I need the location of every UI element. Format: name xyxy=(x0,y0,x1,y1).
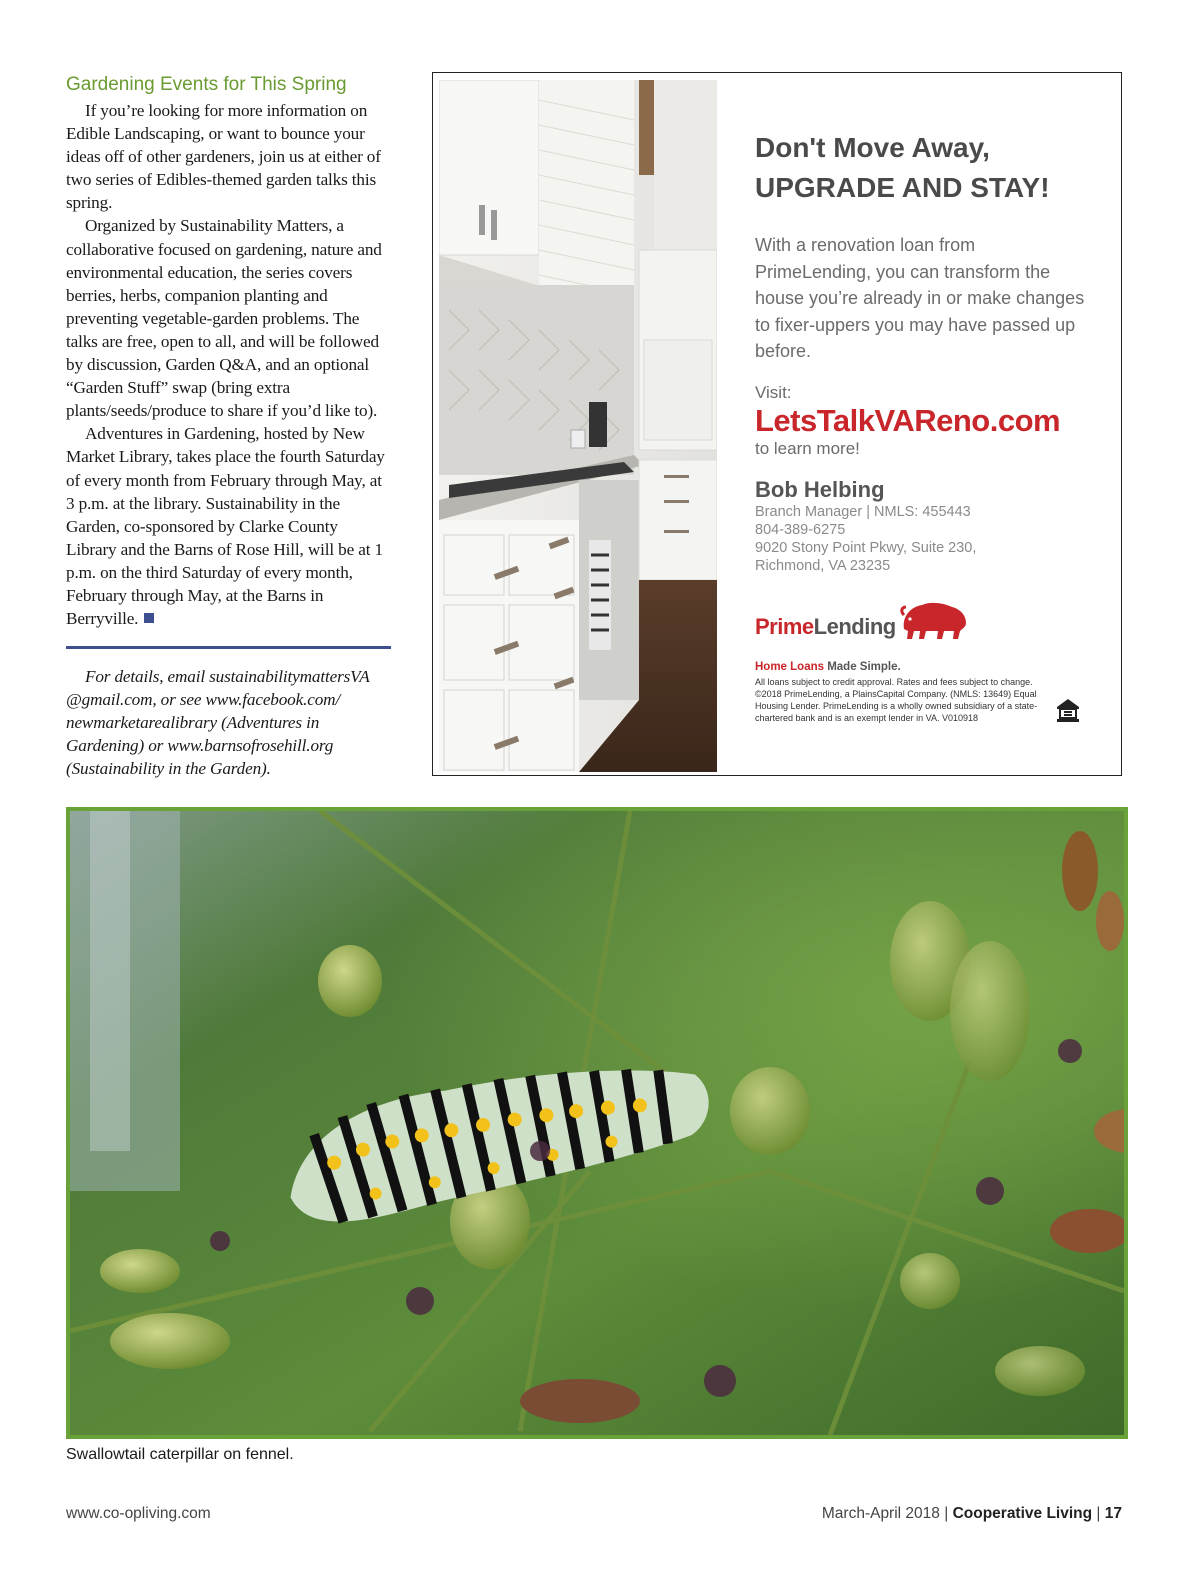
contact-phone: 804-389-6275 xyxy=(755,521,846,538)
footer-separator: | xyxy=(1096,1505,1101,1522)
article-paragraph-text: Adventures in Gardening, hosted by New Market Library, takes place the fourth Saturday of every month from February through May, at 3 p.m. at the library. Sustainability in the Garden, co-sponsored by Clarke County Library and the Barns of Rose Hill, will be at 1 p.m. on the third Saturday of every month, February through May, at the Barns in Berryville. xyxy=(66,424,385,629)
article-column xyxy=(66,72,391,630)
tagline-gray: Made Simple. xyxy=(824,660,901,673)
article-heading: Gardening Events for This Spring xyxy=(66,74,347,95)
buffalo-icon xyxy=(900,599,970,641)
details-note: For details, email sustainabilitymattersVA @gmail.com, or see www.facebook.com/ newmarketarealibrary (Adventures in Gardening) or www.barnsofrosehill.org (Sustainability in the Garden). xyxy=(66,667,370,779)
contact-address: 9020 Stony Point Pkwy, Suite 230, xyxy=(755,539,977,556)
section-divider xyxy=(66,646,391,649)
footer-website[interactable]: www.co-opliving.com xyxy=(66,1505,211,1522)
ad-visit-label: Visit: xyxy=(755,382,792,402)
contact-title: Branch Manager | NMLS: 455443 xyxy=(755,503,971,520)
end-mark-icon xyxy=(144,613,154,623)
logo-wordmark xyxy=(755,613,896,641)
primelending-logo xyxy=(755,599,1095,641)
ad-tagline xyxy=(755,661,1095,673)
article-paragraph xyxy=(66,422,391,630)
tagline-red: Home Loans xyxy=(755,660,825,673)
ad-copy xyxy=(755,128,1095,724)
article-paragraph: Organized by Sustainability Matters, a collaborative focused on gardening, nature and environmental education, the series covers berries, herbs, companion planting and preventing vegetable-garden problems. The talks are free, open to all, and will be followed by discussion, Garden Q&A, and an optional “Garden Stuff” swap (bring extra plants/seeds/produce to share if you’d like to). xyxy=(66,216,382,421)
caterpillar-image xyxy=(70,811,1124,1435)
ad-learn-more: to learn more! xyxy=(755,438,860,458)
ad-fine-print: All loans subject to credit approval. Rates and fees subject to change. ©2018 PrimeLending, a PlainsCapital Company. (NMLS: 13649) Equal Housing Lender. PrimeLending is a wholly owned subsidiary of a state-chartered bank and is an exempt lender in VA. V010918 xyxy=(755,676,1038,723)
equal-housing-lender-icon xyxy=(1055,697,1081,723)
page-number: 17 xyxy=(1104,1505,1122,1522)
caterpillar-photo xyxy=(66,807,1128,1439)
ad-headline-line: UPGRADE AND STAY! xyxy=(755,172,1050,203)
ad-url-link[interactable]: LetsTalkVAReno.com xyxy=(755,402,1061,438)
kitchen-photo xyxy=(439,80,717,772)
contact-name: Bob Helbing xyxy=(755,476,885,502)
kitchen-image xyxy=(439,80,717,772)
footer-issue-date: March-April 2018 xyxy=(821,1505,940,1522)
contact-address: Richmond, VA 23235 xyxy=(755,557,891,574)
ad-body: With a renovation loan from PrimeLending, you can transform the house you’re already in or make changes to fixer-uppers you may have passed up before. xyxy=(755,235,1085,361)
footer-magazine-name: Cooperative Living xyxy=(952,1505,1093,1522)
ad-headline-line: Don't Move Away, xyxy=(755,132,990,163)
footer-separator: | xyxy=(944,1505,949,1522)
advertisement xyxy=(432,72,1122,776)
logo-lending: Lending xyxy=(813,613,896,639)
article-paragraph: If you’re looking for more information on Edible Landscaping, or want to bounce your ideas off of other gardeners, join us at either of two series of Edibles-themed garden talks this spring. xyxy=(66,101,381,213)
ad-headline xyxy=(755,128,1095,208)
footer-issue-info xyxy=(822,1505,1122,1523)
logo-prime: Prime xyxy=(755,613,814,639)
photo-caption: Swallowtail caterpillar on fennel. xyxy=(66,1446,294,1463)
